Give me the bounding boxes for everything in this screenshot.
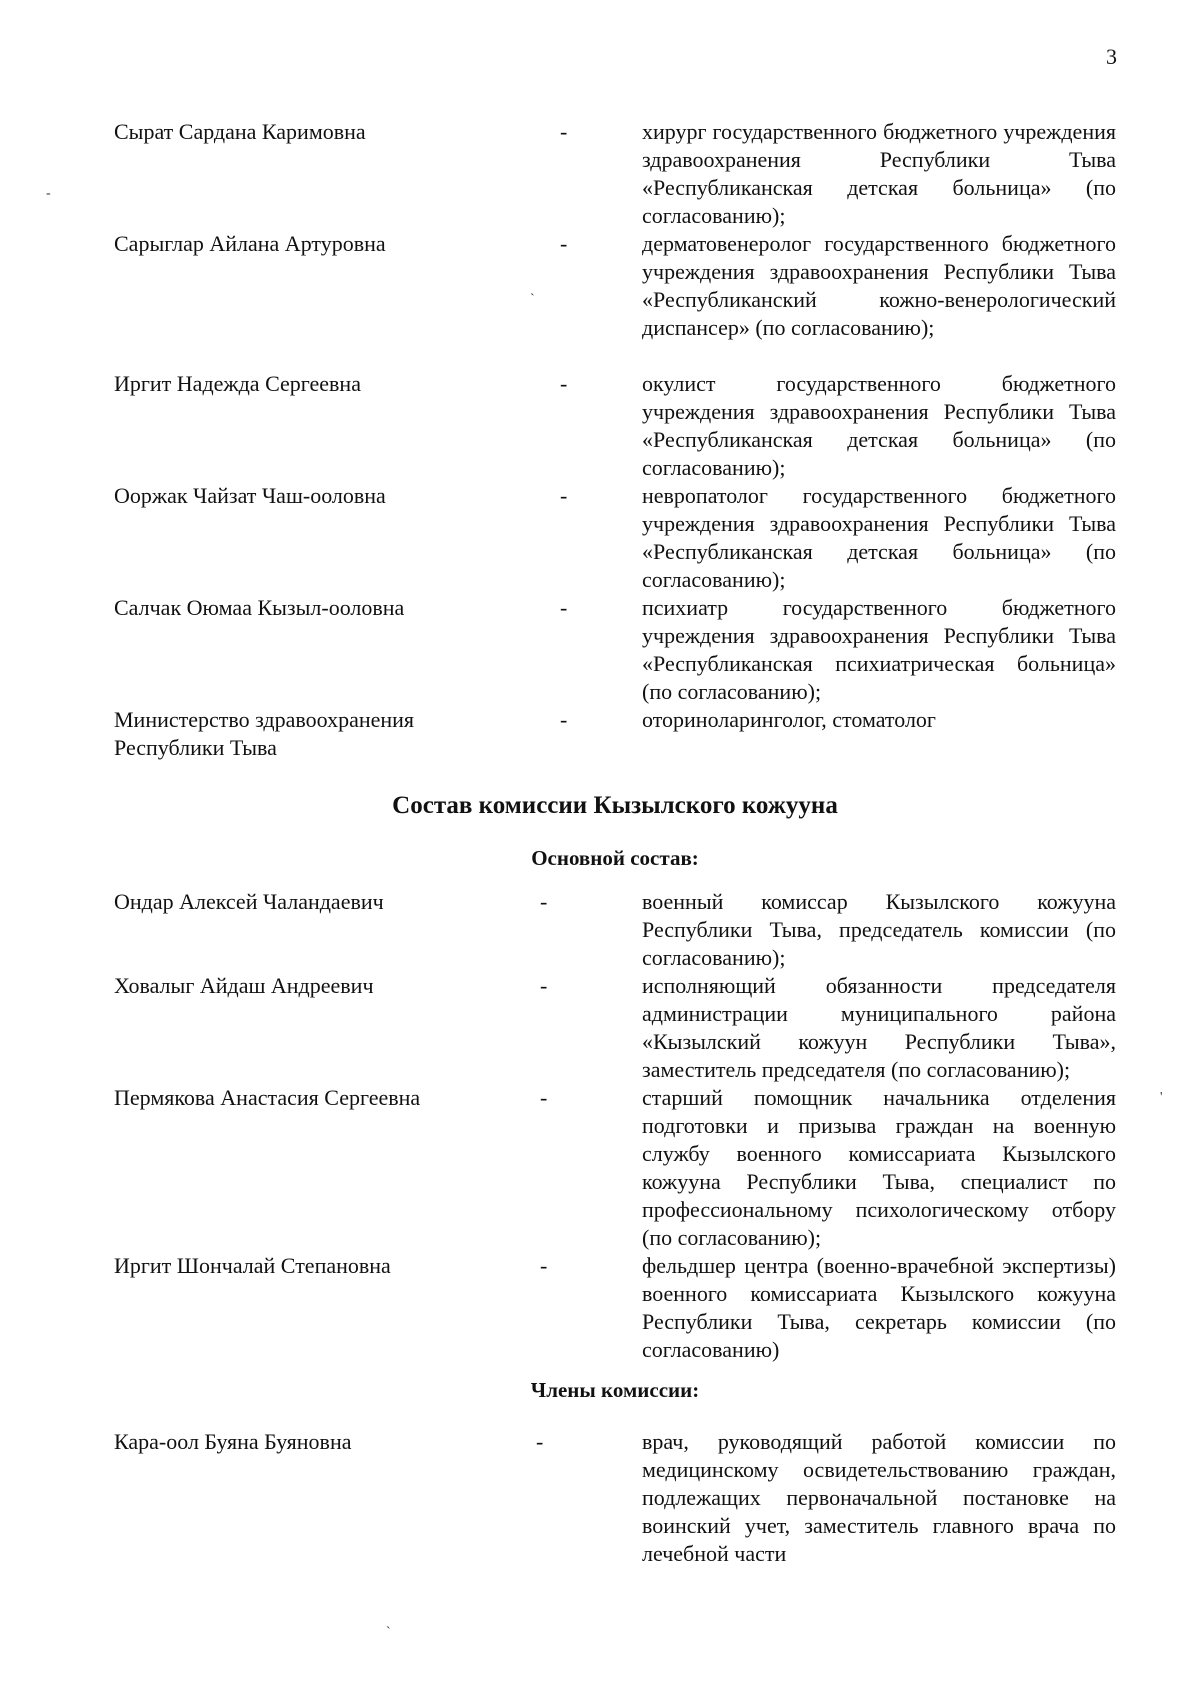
member-dash: - bbox=[560, 231, 568, 256]
member-name: Министерство здравоохранения Республики Тыва bbox=[114, 707, 415, 760]
member-name: Ооржак Чайзат Чаш-ооловна bbox=[114, 483, 386, 508]
member-role: психиатр государственного бюджетного учреждения здравоохранения Республики Тыва «Республиканская психиатрическая больница» (по согласованию); bbox=[642, 595, 1116, 704]
section-title: Состав комиссии Кызылского кожууна bbox=[392, 792, 838, 819]
member-dash: - bbox=[560, 371, 568, 396]
member-role: исполняющий обязанности председателя администрации муниципального района «Кызылский кожуун Республики Тыва», заместитель председателя (по согласованию); bbox=[642, 973, 1116, 1082]
member-role: невропатолог государственного бюджетного учреждения здравоохранения Республики Тыва «Республиканская детская больница» (по согласованию); bbox=[642, 483, 1116, 592]
member-dash: - bbox=[560, 119, 568, 144]
member-name: Иргит Шончалай Степановна bbox=[114, 1253, 391, 1278]
scan-speck: ` bbox=[386, 1625, 391, 1640]
member-name: Сырат Сардана Каримовна bbox=[114, 119, 366, 144]
member-name: Иргит Надежда Сергеевна bbox=[114, 371, 361, 396]
member-name: Пермякова Анастасия Сергеевна bbox=[114, 1085, 421, 1110]
member-dash: - bbox=[540, 973, 548, 998]
member-role: военный комиссар Кызылского кожууна Республики Тыва, председатель комиссии (по согласованию); bbox=[642, 889, 1116, 970]
page-number: 3 bbox=[1106, 44, 1117, 69]
member-dash: - bbox=[540, 1253, 548, 1278]
member-role: врач, руководящий работой комиссии по медицинскому освидетельствованию граждан, подлежащих первоначальной постановке на воинский учет, заместитель главного врача по лечебной части bbox=[642, 1429, 1116, 1566]
scan-speck: ` bbox=[530, 292, 535, 307]
member-name: Салчак Оюмаа Кызыл-ооловна bbox=[114, 595, 405, 620]
member-role: дерматовенеролог государственного бюджетного учреждения здравоохранения Республики Тыва «Республиканский кожно-венерологический диспансер» (по согласованию); bbox=[642, 231, 1116, 340]
member-dash: - bbox=[560, 595, 568, 620]
commission-members-heading: Члены комиссии: bbox=[530, 1378, 700, 1402]
member-dash: - bbox=[560, 707, 568, 732]
member-role: окулист государственного бюджетного учреждения здравоохранения Республики Тыва «Республиканская детская больница» (по согласованию); bbox=[642, 371, 1116, 480]
member-role: старший помощник начальника отделения подготовки и призыва граждан на военную службу военного комиссариата Кызылского кожууна Республики Тыва, специалист по профессиональному психологическому отбору (по согласованию); bbox=[642, 1085, 1116, 1250]
member-name: Ховалыг Айдаш Андреевич bbox=[114, 973, 374, 998]
scan-speck: - bbox=[46, 186, 51, 201]
member-name: Ондар Алексей Чаландаевич bbox=[114, 889, 384, 914]
member-role: хирург государственного бюджетного учреждения здравоохранения Республики Тыва «Республиканская детская больница» (по согласованию); bbox=[642, 119, 1116, 228]
member-dash: - bbox=[536, 1429, 544, 1454]
scan-speck: ' bbox=[1160, 1090, 1163, 1105]
member-role: фельдшер центра (военно-врачебной экспертизы) военного комиссариата Кызылского кожууна Республики Тыва, секретарь комиссии (по согласованию) bbox=[642, 1253, 1116, 1362]
member-name: Кара-оол Буяна Буяновна bbox=[114, 1429, 352, 1454]
main-composition-heading: Основной состав: bbox=[531, 846, 699, 870]
member-dash: - bbox=[540, 1085, 548, 1110]
member-dash: - bbox=[560, 483, 568, 508]
member-name: Сарыглар Айлана Артуровна bbox=[114, 231, 386, 256]
member-dash: - bbox=[540, 889, 548, 914]
member-role: оториноларинголог, стоматолог bbox=[642, 707, 936, 732]
